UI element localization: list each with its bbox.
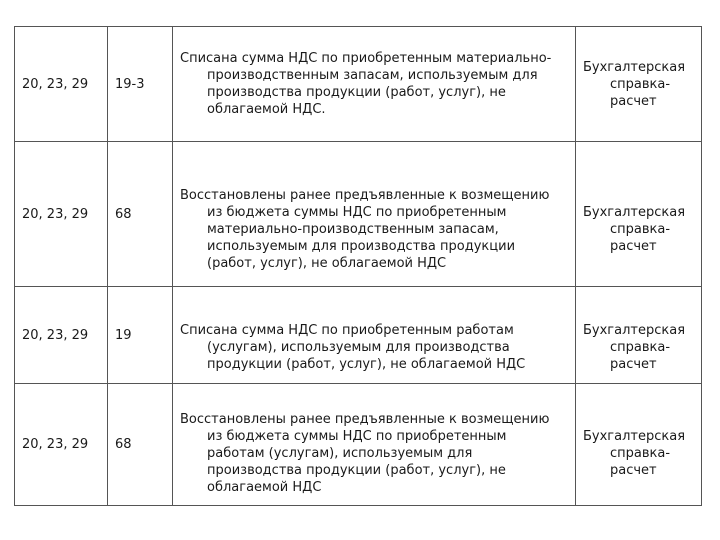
table-row: [15, 27, 702, 142]
debit-accounts-cell: 20, 23, 29: [15, 27, 108, 142]
description-text: Списана сумма НДС по приобретенным материально-производственным запасам, используемым для производства продукции (работ, услуг), не облагаемой НДС.: [180, 51, 552, 117]
document-cell: [576, 142, 702, 287]
document-text: Бухгалтерская справка-расчет: [583, 59, 686, 109]
credit-account-cell: 19-3: [108, 27, 173, 142]
ledger-sheet: [14, 26, 701, 506]
credit-account-cell: 19: [108, 287, 173, 384]
accounting-entries-table: [14, 26, 702, 506]
debit-accounts-cell: 20, 23, 29: [15, 384, 108, 506]
description-cell: [173, 384, 576, 506]
document-text: Бухгалтерская справка-расчет: [583, 204, 686, 254]
table-row: [15, 142, 702, 287]
credit-account-cell: 68: [108, 384, 173, 506]
debit-accounts-cell: 20, 23, 29: [15, 287, 108, 384]
description-cell: [173, 287, 576, 384]
document-cell: [576, 287, 702, 384]
document-text: Бухгалтерская справка-расчет: [583, 322, 686, 372]
description-text: Восстановлены ранее предъявленные к возмещению из бюджета суммы НДС по приобретенным материально-производственным запасам, используемым для производства продукции (работ, услуг), не облагаемой НДС: [180, 187, 550, 271]
description-text: Восстановлены ранее предъявленные к возмещению из бюджета суммы НДС по приобретенным работам (услугам), используемым для производства продукции (работ, услуг), не облагаемой НДС: [180, 412, 550, 495]
table-row: [15, 384, 702, 506]
description-cell: [173, 27, 576, 142]
debit-accounts-cell: 20, 23, 29: [15, 142, 108, 287]
description-cell: [173, 142, 576, 287]
credit-account-cell: 68: [108, 142, 173, 287]
document-cell: [576, 27, 702, 142]
description-text: Списана сумма НДС по приобретенным работам (услугам), используемым для производства продукции (работ, услуг), не облагаемой НДС: [180, 322, 526, 372]
document-text: Бухгалтерская справка-расчет: [583, 429, 686, 478]
table-row: [15, 287, 702, 384]
document-cell: [576, 384, 702, 506]
